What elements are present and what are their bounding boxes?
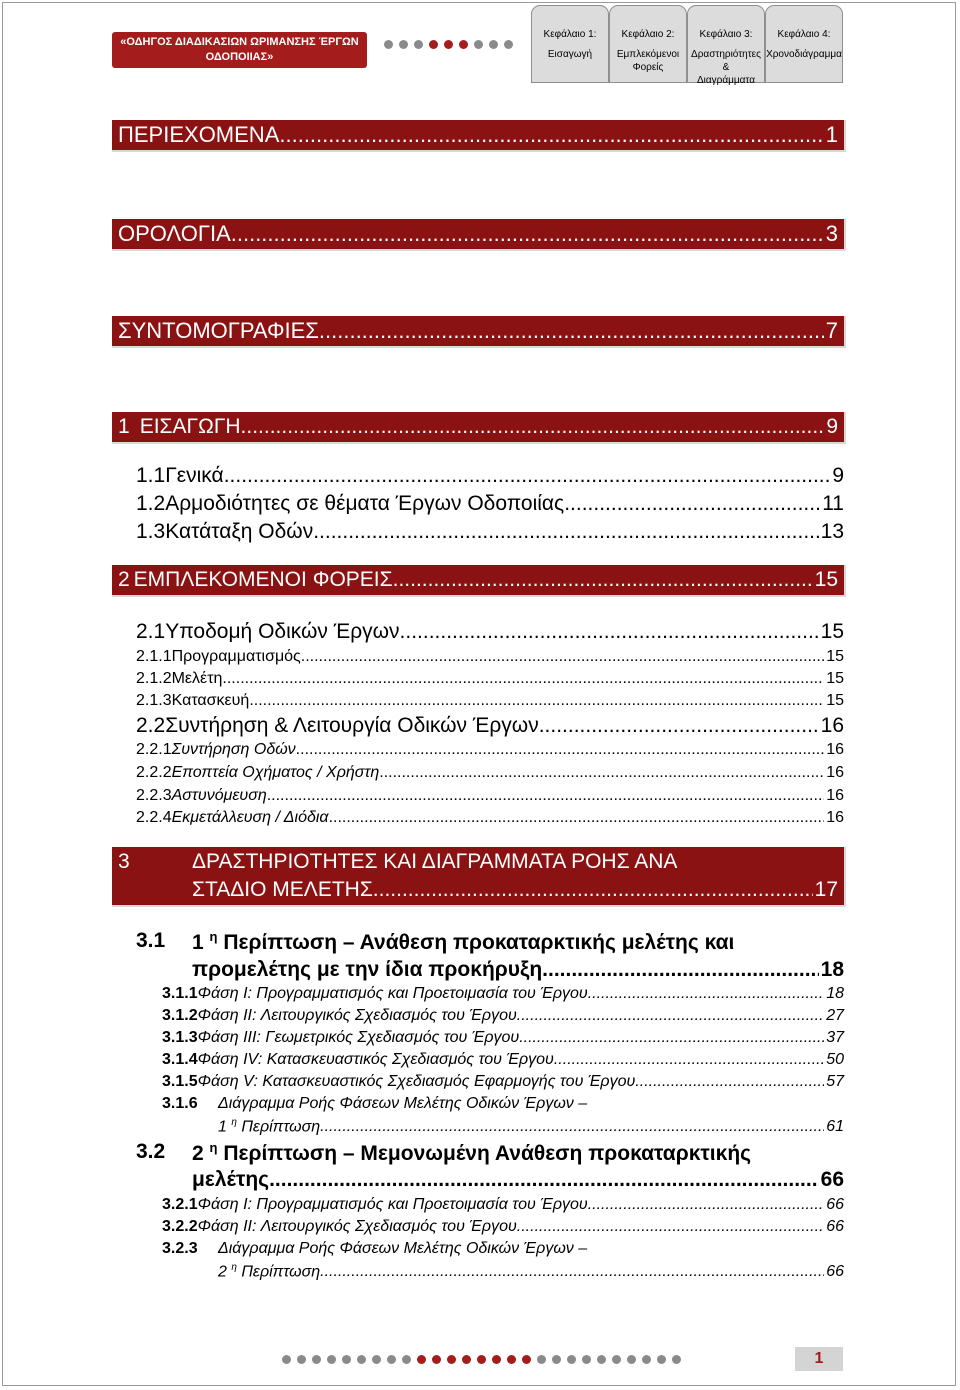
tab-label: Εισαγωγή (547, 49, 593, 60)
toc-page: 16 (826, 809, 844, 826)
toc-title: Συντήρηση Οδών (171, 741, 296, 758)
toc-title: Αστυνόμευση (171, 787, 267, 804)
toc-title: Φάση IV: Κατασκευαστικός Σχεδιασμός του Έργου (197, 1051, 554, 1068)
toc-number: 2.2.4 (136, 809, 172, 826)
toc-entry-2-1-3[interactable] (136, 692, 844, 710)
toc-leader (267, 787, 824, 805)
toc-title-line1: Περίπτωση – Μεμονωμένη Ανάθεση προκαταρκτικής (223, 1142, 752, 1165)
toc-number: 3.1.5 (162, 1073, 198, 1090)
toc-number: 2.1.3 (136, 692, 172, 709)
progress-dot-active (459, 40, 468, 49)
toc-entry-2-2-2[interactable] (136, 764, 844, 782)
toc-number: 3.2.1 (162, 1196, 198, 1213)
toc-number: 3.1.4 (162, 1051, 198, 1068)
progress-dot (414, 40, 423, 49)
tab-label: Φορείς (632, 62, 664, 73)
toc-entry-2-1[interactable] (136, 620, 844, 644)
toc-leader (400, 620, 819, 644)
ordinal-suffix: η (209, 1140, 218, 1155)
progress-dot (327, 1355, 336, 1364)
progress-dot (384, 40, 393, 49)
toc-leader (539, 714, 819, 738)
toc-entry-1-3[interactable] (136, 520, 844, 544)
toc-number: 2 (118, 568, 130, 591)
toc-entry-2-1-1[interactable] (136, 648, 844, 666)
toc-number: 3.1.3 (162, 1029, 198, 1046)
toc-page: 16 (826, 764, 844, 781)
toc-page: 11 (822, 492, 844, 515)
progress-dot (642, 1355, 651, 1364)
toc-number: 1.3 (136, 520, 166, 543)
toc-title-line2: μελέτης (192, 1168, 270, 1191)
progress-dot (504, 40, 513, 49)
toc-leader (320, 1263, 824, 1281)
tab-label: Κεφάλαιο 4: (777, 29, 831, 40)
toc-page: 16 (820, 714, 844, 737)
progress-dot (372, 1355, 381, 1364)
toc-page: 66 (820, 1168, 844, 1191)
progress-dot (399, 40, 408, 49)
progress-dot-active (522, 1355, 531, 1364)
toc-leader (517, 1218, 824, 1236)
tab-label: Χρονοδιάγραμμα (766, 49, 842, 60)
toc-page: 15 (820, 620, 844, 643)
progress-dot-active (417, 1355, 426, 1364)
toc-entry-2-2-4[interactable] (136, 809, 844, 827)
toc-page: 15 (826, 648, 844, 665)
toc-entry-3-2-2[interactable] (162, 1218, 844, 1236)
toc-page: 61 (826, 1118, 844, 1136)
toc-entry-orologia[interactable] (112, 219, 846, 251)
toc-page: 16 (826, 741, 844, 758)
tab-chapter-3[interactable] (687, 5, 765, 86)
toc-number: 2.2 (136, 714, 166, 737)
toc-title: ΣΤΑΔΙΟ ΜΕΛΕΤΗΣ (192, 878, 373, 901)
ordinal-suffix: η (231, 1117, 237, 1128)
toc-title-line2 (218, 1262, 320, 1281)
toc-page: 15 (826, 670, 844, 687)
toc-page: 9 (832, 464, 844, 487)
progress-dot-active (444, 40, 453, 49)
toc-entry-chapter-1[interactable] (112, 412, 846, 444)
toc-page: 13 (820, 520, 844, 543)
toc-leader (373, 878, 813, 902)
toc-entry-chapter-3[interactable] (112, 847, 846, 907)
toc-number: 3.1.2 (162, 1007, 198, 1024)
toc-page: 50 (826, 1051, 844, 1068)
toc-page: 66 (826, 1196, 844, 1213)
toc-title: Φάση ΙΙΙ: Γεωμετρικός Σχεδιασμός του Έργου (197, 1029, 520, 1046)
toc-number: 3.1 (136, 929, 166, 952)
toc-number: 2.2.2 (136, 764, 172, 781)
tab-label: Κεφάλαιο 1: (543, 29, 597, 40)
ordinal-suffix: η (209, 929, 218, 944)
toc-number: 2.1.1 (136, 648, 172, 665)
toc-page: 3 (825, 221, 838, 246)
progress-dot (312, 1355, 321, 1364)
progress-dot (387, 1355, 396, 1364)
toc-page: 16 (826, 787, 844, 804)
toc-leader (588, 985, 825, 1003)
toc-number: 1.1 (136, 464, 166, 487)
toc-leader (222, 670, 824, 688)
toc-leader (519, 1029, 824, 1047)
toc-leader (249, 692, 824, 710)
toc-entry-syntomografies[interactable] (112, 316, 846, 348)
tab-chapter-1[interactable] (531, 5, 609, 83)
toc-title: Συντήρηση & Λειτουργία Οδικών Έργων (165, 714, 539, 737)
toc-title: Φάση Ι: Προγραμματισμός και Προετοιμασία του Έργου (197, 985, 588, 1002)
toc-title (192, 929, 734, 955)
tab-label: Κεφάλαιο 3: (699, 29, 753, 40)
toc-title: Γενικά (165, 464, 224, 487)
toc-leader (313, 520, 818, 544)
toc-title: ΠΕΡΙΕΧΟΜΕΝΑ (118, 122, 280, 147)
progress-dot (567, 1355, 576, 1364)
toc-leader (393, 568, 813, 592)
toc-title: Υποδομή Οδικών Έργων (165, 620, 400, 643)
toc-title: ΔΡΑΣΤΗΡΙΟΤΗΤΕΣ ΚΑΙ ΔΙΑΓΡΑΜΜΑΤΑ ΡΟΗΣ ΑΝΑ (192, 850, 678, 873)
progress-dot (537, 1355, 546, 1364)
toc-page: 57 (826, 1073, 844, 1090)
toc-title: Εποπτεία Οχήματος / Χρήστη (171, 764, 380, 781)
toc-page: 15 (814, 568, 838, 591)
toc-number: 3.2.3 (162, 1240, 198, 1257)
toc-leader (517, 1007, 824, 1025)
toc-leader (542, 958, 818, 982)
progress-dot-active (462, 1355, 471, 1364)
tab-label: Εμπλεκόμενοι (616, 49, 680, 60)
toc-title-text: Περίπτωση (241, 1263, 321, 1281)
toc-number: 3.1.6 (162, 1095, 198, 1112)
progress-dot (474, 40, 483, 49)
ordinal-number: 2 (218, 1263, 227, 1281)
toc-page: 7 (825, 318, 838, 343)
toc-entry-1-2[interactable] (136, 492, 844, 516)
toc-leader (554, 1051, 824, 1069)
toc-title: Κατασκευή (171, 692, 250, 709)
toc-title-line1: Διάγραμμα Ροής Φάσεων Μελέτης Οδικών Έργων – (218, 1240, 588, 1257)
toc-title: Αρμοδιότητες σε θέματα Έργων Οδοποιίας (165, 492, 565, 515)
toc-title-line1: Διάγραμμα Ροής Φάσεων Μελέτης Οδικών Έργων – (218, 1095, 588, 1112)
toc-title: Φάση ΙΙ: Λειτουργικός Σχεδιασμός του Έργου (197, 1007, 517, 1024)
toc-page: 1 (825, 122, 838, 147)
toc-number: 2.1.2 (136, 670, 172, 687)
tab-chapter-4[interactable] (765, 5, 843, 83)
toc-leader (319, 318, 824, 344)
toc-leader (301, 648, 824, 666)
toc-leader (320, 1118, 824, 1136)
toc-leader (296, 741, 825, 759)
toc-leader (241, 415, 825, 439)
toc-entry-3-1-1[interactable] (162, 985, 844, 1003)
progress-dot-active (447, 1355, 456, 1364)
toc-entry-1-1[interactable] (136, 464, 844, 488)
toc-page: 27 (826, 1007, 844, 1024)
toc-leader (231, 221, 824, 247)
toc-leader (329, 809, 825, 827)
ordinal-number: 1 (218, 1118, 227, 1136)
toc-entry-2-2-3[interactable] (136, 787, 844, 805)
toc-title: Φάση V: Κατασκευαστικός Σχεδιασμός Εφαρμογής του Έργου (197, 1073, 636, 1090)
tab-label: Διαγράμματα (696, 75, 756, 86)
toc-page: 66 (826, 1263, 844, 1281)
toc-page: 9 (826, 415, 838, 438)
progress-dot (489, 40, 498, 49)
toc-entry-3-1-3[interactable] (162, 1029, 844, 1047)
toc-entry-periexomena[interactable] (112, 120, 846, 152)
progress-dot (582, 1355, 591, 1364)
tab-label: Δραστηριότητες & (691, 49, 761, 73)
toc-title: Φάση ΙΙ: Λειτουργικός Σχεδιασμός του Έργου (197, 1218, 517, 1235)
toc-entry-2-2[interactable] (136, 714, 844, 738)
toc-title: Προγραμματισμός (171, 648, 301, 665)
toc-number: 1.2 (136, 492, 166, 515)
toc-entry-chapter-2[interactable] (112, 565, 846, 597)
toc-leader (588, 1196, 825, 1214)
toc-title: Κατάταξη Οδών (165, 520, 314, 543)
ordinal-suffix: η (231, 1262, 237, 1273)
progress-dot-active (492, 1355, 501, 1364)
progress-dot (612, 1355, 621, 1364)
progress-dot (672, 1355, 681, 1364)
toc-page: 17 (814, 878, 838, 901)
toc-leader (379, 764, 824, 782)
toc-number: 3.2 (136, 1140, 166, 1163)
toc-title: Εκμετάλλευση / Διόδια (171, 809, 329, 826)
toc-page: 37 (826, 1029, 844, 1046)
toc-leader (564, 492, 820, 516)
ordinal-number: 1 (192, 931, 204, 954)
progress-dot (597, 1355, 606, 1364)
progress-dot (282, 1355, 291, 1364)
toc-number: 2.2.3 (136, 787, 172, 804)
progress-dot (657, 1355, 666, 1364)
toc-entry-2-2-1[interactable] (136, 741, 844, 759)
toc-title-text: Περίπτωση (241, 1118, 321, 1136)
header-progress-dots (384, 40, 513, 49)
toc-title: Μελέτη (171, 670, 223, 687)
toc-number: 2.1 (136, 620, 166, 643)
progress-dot-active (477, 1355, 486, 1364)
toc-title: ΟΡΟΛΟΓΙΑ (118, 221, 231, 246)
page-number: 1 (795, 1347, 843, 1371)
progress-dot (297, 1355, 306, 1364)
progress-dot (357, 1355, 366, 1364)
guide-title-line1: «ΟΔΗΓΟΣ ΔΙΑΔΙΚΑΣΙΩΝ ΩΡΙΜΑΝΣΗΣ ΈΡΓΩΝ (120, 36, 359, 48)
toc-leader (279, 122, 823, 148)
toc-leader (269, 1168, 819, 1192)
guide-title-line2: ΟΔΟΠΟΙΙΑΣ» (205, 51, 274, 63)
toc-entry-3-2-1[interactable] (162, 1196, 844, 1214)
toc-page: 15 (826, 692, 844, 709)
toc-entry-2-1-2[interactable] (136, 670, 844, 688)
footer-progress-dots (282, 1355, 681, 1364)
toc-page: 18 (826, 985, 844, 1002)
toc-page: 66 (826, 1218, 844, 1235)
progress-dot-active (507, 1355, 516, 1364)
tab-chapter-2[interactable] (609, 5, 687, 83)
progress-dot-active (429, 40, 438, 49)
toc-title: ΣΥΝΤΟΜΟΓΡΑΦΙΕΣ (118, 318, 319, 343)
progress-dot-active (432, 1355, 441, 1364)
progress-dot (552, 1355, 561, 1364)
toc-entry-3-1-4[interactable] (162, 1051, 844, 1069)
toc-title: ΕΙΣΑΓΩΓΗ (139, 415, 241, 438)
toc-entry-3-1-2[interactable] (162, 1007, 844, 1025)
toc-entry-3-1-5[interactable] (162, 1073, 844, 1091)
progress-dot (627, 1355, 636, 1364)
toc-title-line2: προμελέτης με την ίδια προκήρυξη (192, 958, 543, 981)
guide-title (112, 32, 367, 68)
toc-title-line1: Περίπτωση – Ανάθεση προκαταρκτικής μελέτης και (223, 931, 735, 954)
progress-dot (342, 1355, 351, 1364)
progress-dot (402, 1355, 411, 1364)
toc-number: 3.2.2 (162, 1218, 198, 1235)
toc-number: 3 (118, 850, 130, 873)
ordinal-number: 2 (192, 1142, 204, 1165)
toc-leader (635, 1073, 824, 1091)
toc-leader (224, 464, 831, 488)
toc-title-line2 (218, 1117, 320, 1136)
toc-title: ΕΜΠΛΕΚΟΜΕΝΟΙ ΦΟΡΕΙΣ (133, 568, 393, 591)
toc-page: 18 (820, 958, 844, 981)
toc-title: Φάση Ι: Προγραμματισμός και Προετοιμασία του Έργου (197, 1196, 588, 1213)
toc-title (192, 1140, 751, 1166)
tab-label: Κεφάλαιο 2: (621, 29, 675, 40)
toc-number: 3.1.1 (162, 985, 198, 1002)
toc-number: 1 (118, 415, 130, 438)
toc-number: 2.2.1 (136, 741, 172, 758)
